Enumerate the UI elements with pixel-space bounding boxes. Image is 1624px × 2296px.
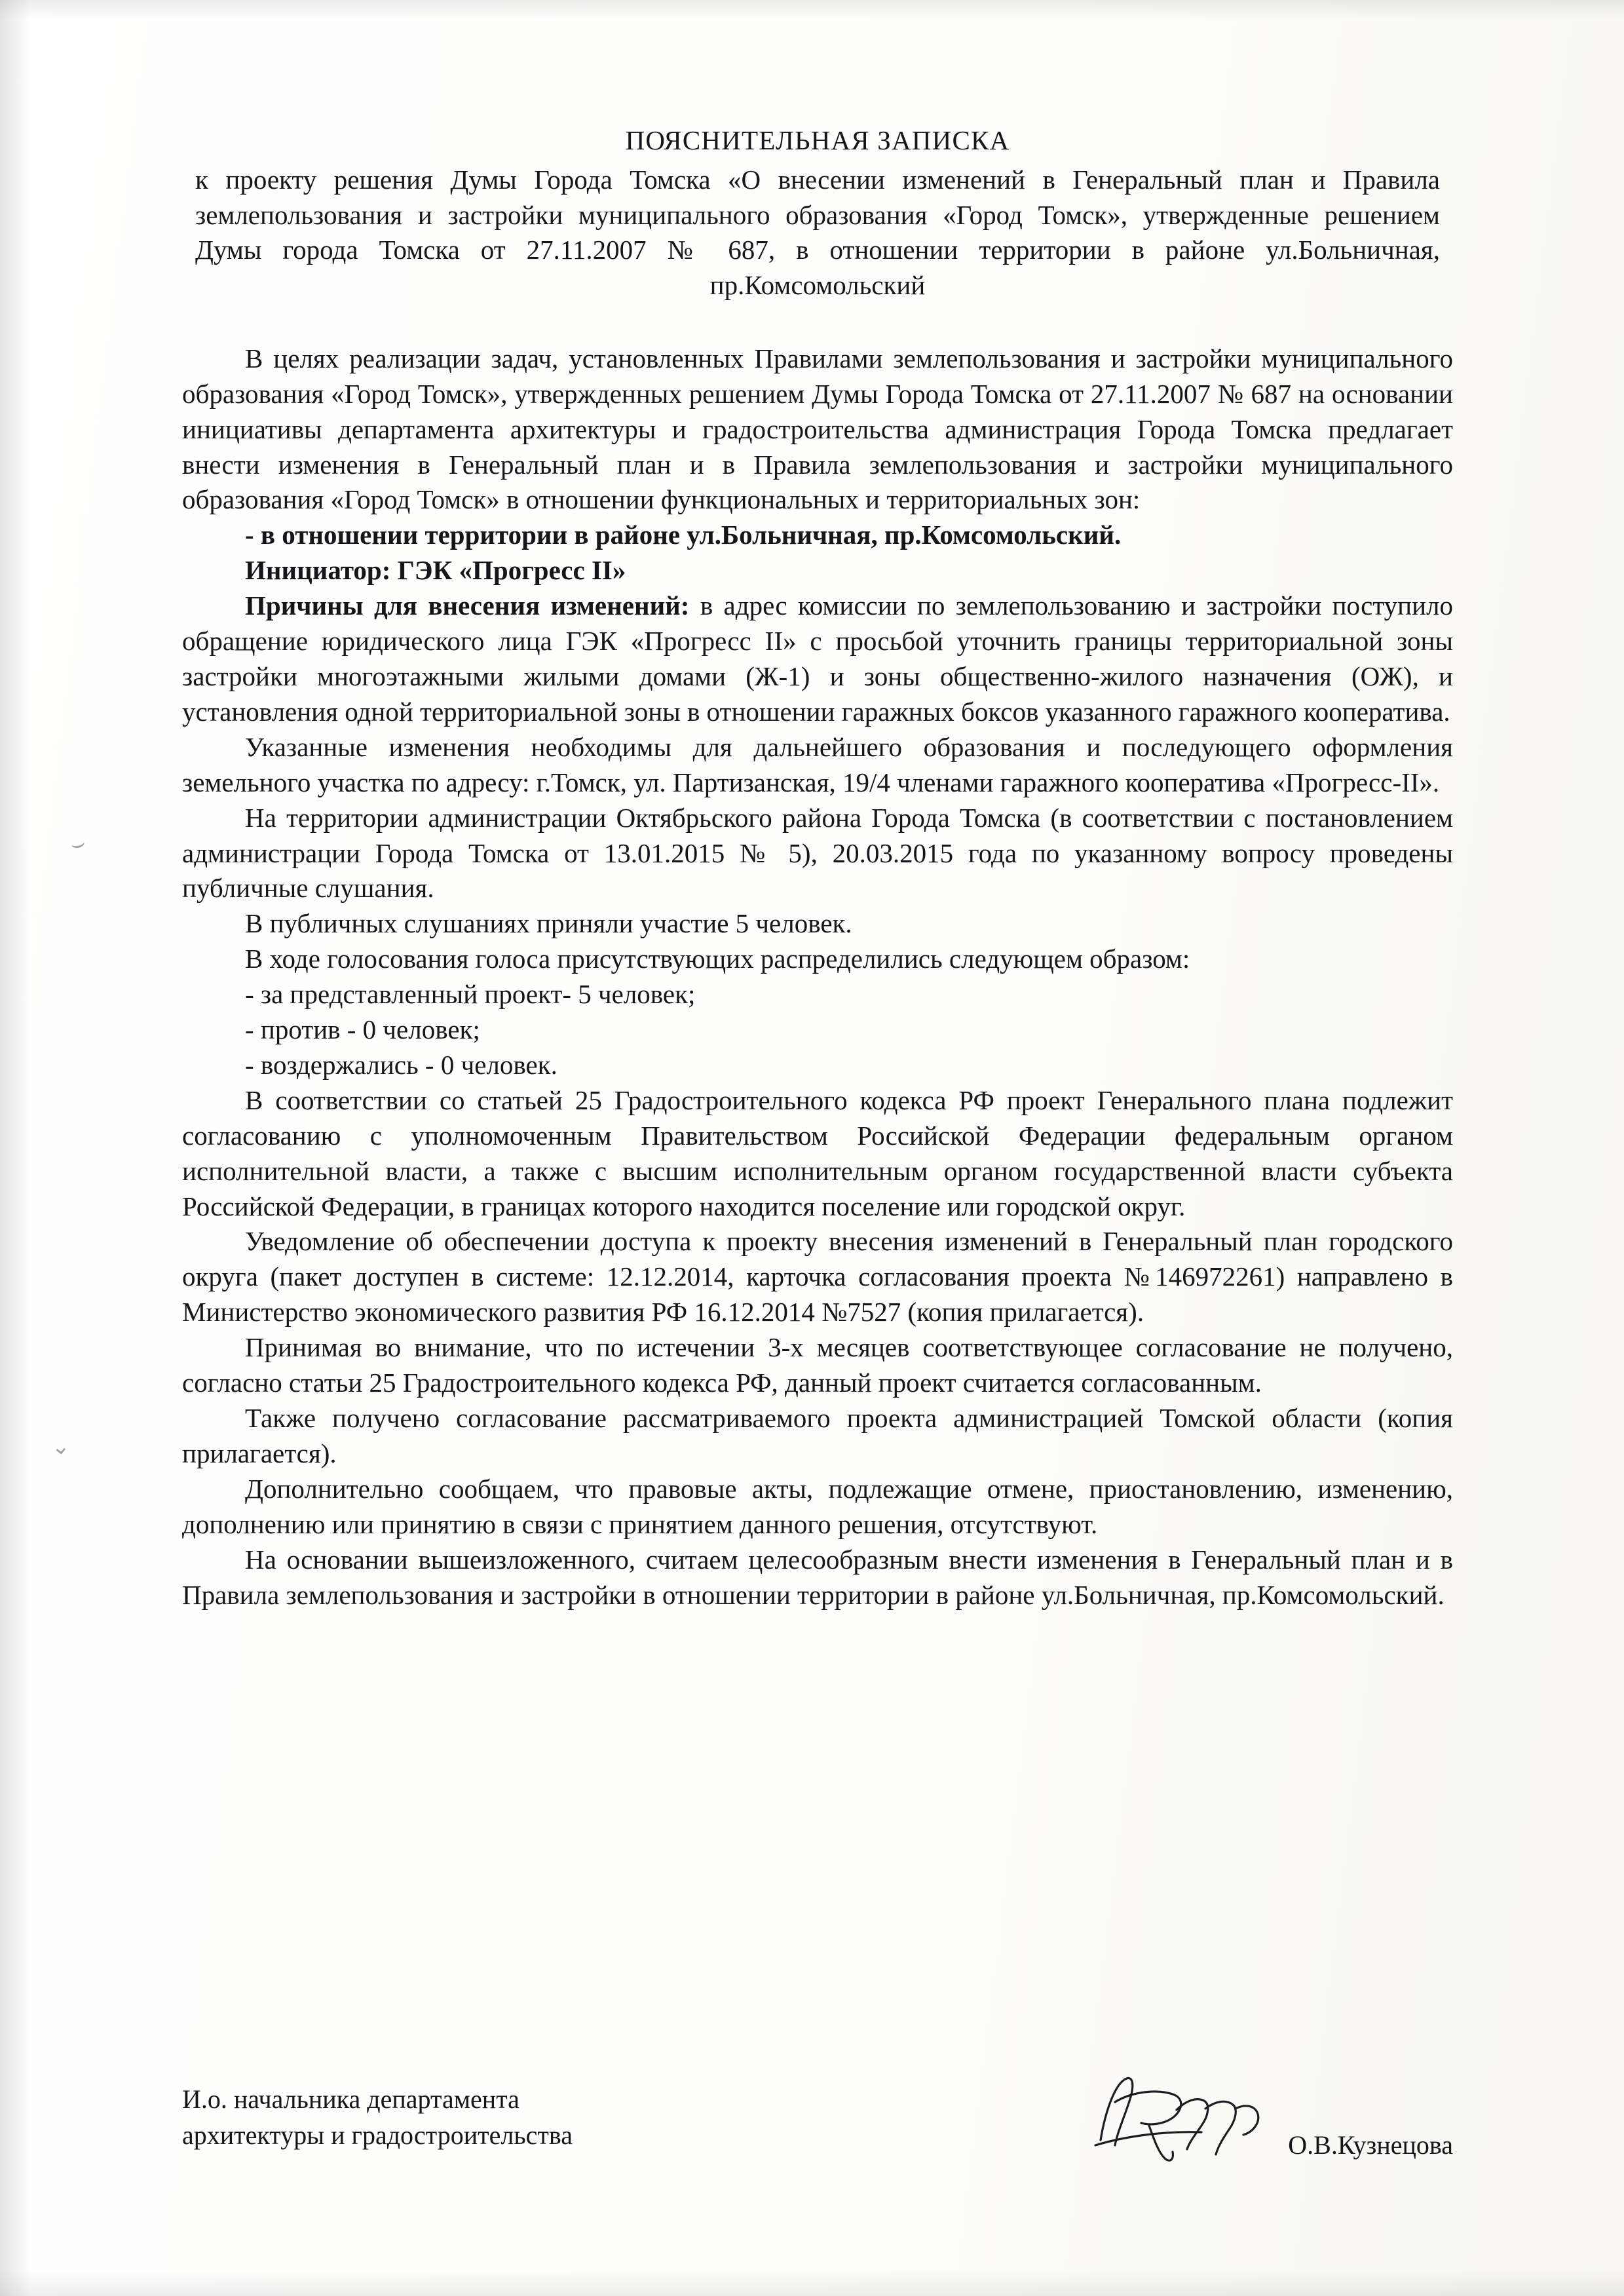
signatory-role-line-1: И.о. начальника департамента xyxy=(182,2084,519,2114)
signatory-role-line-2: архитектуры и градостроительства xyxy=(182,2120,573,2151)
paragraph: В публичных слушаниях приняли участие 5 человек. xyxy=(245,908,852,939)
reasons-text: в адрес комиссии по землепользованию и застройки поступило обращение юридического лица ГЭК «Прогресс II» с просьбой уточнить границы территориальной зоны застройки многоэтажными жилыми домами (Ж-1) и зоны общественно-жилого назначения (ОЖ), и установления одной территориальной зоны в отношении гаражных боксов указанного гаражного кооператива. xyxy=(182,590,1453,727)
paragraph: На территории администрации Октябрьского района Города Томска (в соответствии с постановлением администрации Города Томска от 13.01.2015 № 5), 20.03.2015 года по указанному вопросу проведены публичные слушания. xyxy=(182,802,1453,904)
vote-item-abstained: - воздержались - 0 человек. xyxy=(245,1049,557,1080)
paragraph: Указанные изменения необходимы для дальнейшего образования и последующего оформления земельного участка по адресу: г.Томск, ул. Партизанская, 19/4 членами гаражного кооператива «Прогресс-II». xyxy=(182,731,1453,797)
paragraph: Дополнительно сообщаем, что правовые акты, подлежащие отмене, приостановлению, изменению, дополнению или принятию в связи с принятием данного решения, отсутствуют. xyxy=(182,1473,1453,1539)
scan-edge-mark-1: ⌣ xyxy=(68,831,88,858)
paragraph: В ходе голосования голоса присутствующих распределились следующем образом: xyxy=(245,944,1190,974)
paragraph: Принимая во внимание, что по истечении 3-х месяцев соответствующее согласование не получено, согласно статьи 25 Градостроительного кодекса РФ, данный проект считается согласованным. xyxy=(182,1332,1453,1398)
signature-mark-icon xyxy=(1086,2063,1283,2168)
paragraph-reasons xyxy=(182,588,1453,730)
scan-edge-mark-2: ⌄ xyxy=(50,1434,71,1461)
paragraph: В соответствии со статьей 25 Градостроительного кодекса РФ проект Генерального плана подлежит согласованию с уполномоченным Правительством Российской Федерации федеральным органом исполнительной власти, а также с высшим исполнительным органом государственной власти субъекта Российской Федерации, в границах которого находится поселение или городской округ. xyxy=(182,1084,1453,1221)
paragraph-initiator: Инициатор: ГЭК «Прогресс II» xyxy=(245,555,626,586)
paragraph: В целях реализации задач, установленных Правилами землепользования и застройки муниципального образования «Город Томск», утвержденных решением Думы Города Томска от 27.11.2007 № 687 на основании инициативы департамента архитектуры и градостроительства администрация Города Томска предлагает внести изменения в Генеральный план и в Правила землепользования и застройки муниципального образования «Город Томск» в отношении функциональных и территориальных зон: xyxy=(182,343,1453,515)
scan-shadow-left xyxy=(0,0,30,2296)
paragraph: Также получено согласование рассматриваемого проекта администрацией Томской области (копия прилагается). xyxy=(182,1403,1453,1468)
paragraph: На основании вышеизложенного, считаем целесообразным внести изменения в Генеральный план и в Правила землепользования и застройки в отношении территории в районе ул.Больничная, пр.Комсомольский. xyxy=(182,1544,1453,1610)
paragraph: Уведомление об обеспечении доступа к проекту внесения изменений в Генеральный план городского округа (пакет доступен в системе: 12.12.2014, карточка согласования проекта №146972261) направлено в Министерство экономического развития РФ 16.12.2014 №7527 (копия прилагается). xyxy=(182,1226,1453,1328)
reasons-label: Причины для внесения изменений: xyxy=(245,590,690,621)
vote-item-for: - за представленный проект- 5 человек; xyxy=(245,979,696,1010)
signatory-role xyxy=(182,2081,772,2153)
document-body xyxy=(182,124,1453,1613)
scan-shadow-top xyxy=(0,0,1624,20)
signatory-name: О.В.Кузнецова xyxy=(1288,2130,1453,2160)
document-subtitle: к проекту решения Думы Города Томска «О внесении изменений в Генеральный план и Правила землепользования и застройки муниципального образования «Город Томск», утвержденные решением Думы города Томска от 27.11.2007 № 687, в отношении территории в районе ул.Больничная, пр.Комсомольский xyxy=(195,164,1440,301)
signature-block xyxy=(182,2081,1453,2225)
scan-shadow-bottom xyxy=(0,2270,1624,2296)
paragraph-highlight-territory: - в отношении территории в районе ул.Больничная, пр.Комсомольский. xyxy=(245,520,1122,550)
vote-item-against: - против - 0 человек; xyxy=(245,1014,480,1045)
page-title: ПОЯСНИТЕЛЬНАЯ ЗАПИСКА xyxy=(625,125,1010,155)
